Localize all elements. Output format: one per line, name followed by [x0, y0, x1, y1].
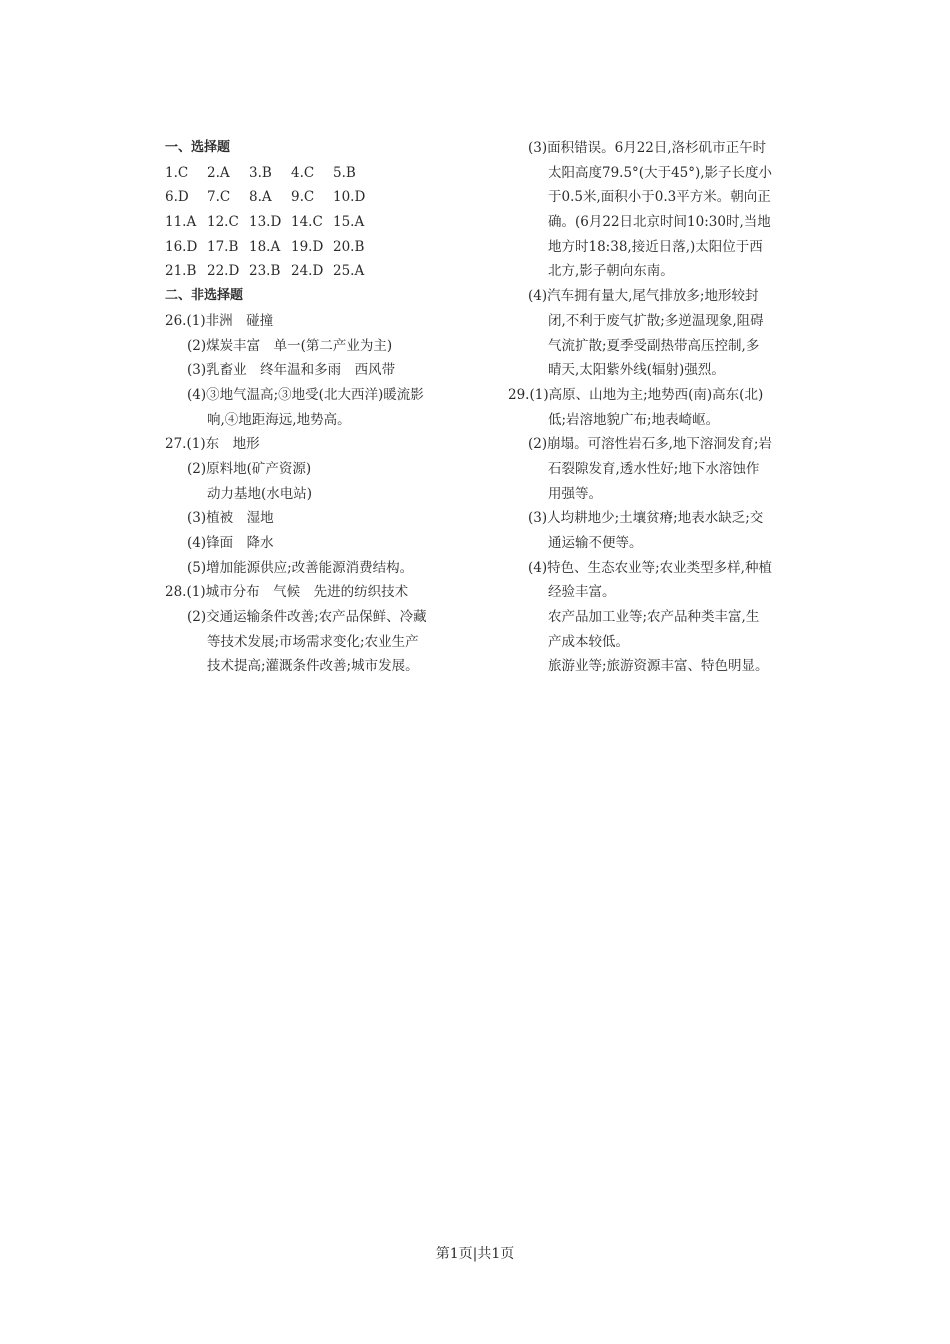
answer-line: 北方,影子朝向东南。	[548, 263, 674, 280]
answer-line: 确。(6月22日北京时间10:30时,当地	[548, 214, 771, 231]
answer-line: 经验丰富。	[548, 584, 616, 601]
answer-line: (3)人均耕地少;土壤贫瘠;地表水缺乏;交	[528, 510, 764, 527]
choice-answer: 4.C	[291, 164, 315, 181]
answer-line: 27.(1)东 地形	[165, 436, 260, 453]
choice-row	[165, 161, 465, 186]
answer-line: (4)锋面 降水	[187, 535, 274, 551]
left-column	[165, 136, 465, 679]
answer-line: 低;岩溶地貌广布;地表崎岖。	[548, 411, 720, 428]
choice-answer: 11.A	[165, 214, 197, 231]
answer-line: 地方时18:38,接近日落,)太阳位于西	[548, 238, 763, 255]
choice-answer: 9.C	[291, 189, 315, 206]
section-heading-nonchoice: 二、非选择题	[165, 288, 244, 304]
choice-answer: 10.D	[333, 189, 366, 206]
choice-answer: 1.C	[165, 164, 189, 181]
choice-answer: 23.B	[249, 263, 281, 280]
answer-line: 于0.5米,面积小于0.3平方米。朝向正	[548, 189, 771, 206]
answer-line: (4)③地气温高;③地受(北大西洋)暖流影	[187, 386, 424, 403]
answer-line: 产成本较低。	[548, 633, 629, 650]
choice-answer: 19.D	[291, 238, 324, 255]
answer-line: 用强等。	[548, 485, 602, 502]
answer-line: 通运输不便等。	[548, 535, 643, 551]
answer-line: 石裂隙发育,透水性好;地下水溶蚀作	[548, 460, 760, 477]
choice-answer: 15.A	[333, 214, 365, 231]
answer-line: (4)汽车拥有量大,尾气排放多;地形较封	[528, 288, 759, 305]
choice-answers	[165, 161, 465, 284]
choice-row	[165, 235, 465, 260]
choice-row	[165, 210, 465, 235]
section-heading-choice: 一、选择题	[165, 140, 231, 155]
answer-line: (3)面积错误。6月22日,洛杉矶市正午时	[528, 140, 767, 156]
choice-answer: 20.B	[333, 238, 365, 255]
answer-line: 等技术发展;市场需求变化;农业生产	[207, 633, 419, 650]
choice-answer: 6.D	[165, 189, 189, 206]
choice-answer: 13.D	[249, 214, 282, 231]
choice-answer: 24.D	[291, 263, 324, 280]
answer-line: 农产品加工业等;农产品种类丰富,生	[548, 609, 760, 626]
answer-line: 晴天,太阳紫外线(辐射)强烈。	[548, 362, 725, 379]
answer-line: 动力基地(水电站)	[207, 485, 313, 502]
choice-answer: 14.C	[291, 214, 323, 231]
choice-answer: 25.A	[333, 263, 365, 280]
choice-row	[165, 259, 465, 284]
choice-answer: 7.C	[207, 189, 231, 206]
choice-row	[165, 185, 465, 210]
choice-answer: 22.D	[207, 263, 240, 280]
answer-line: (2)煤炭丰富 单一(第二产业为主)	[187, 337, 393, 354]
answer-line: (5)增加能源供应;改善能源消费结构。	[187, 559, 414, 576]
answer-line: 旅游业等;旅游资源丰富、特色明显。	[548, 658, 769, 675]
answer-line: (2)交通运输条件改善;农产品保鲜、冷藏	[187, 609, 427, 626]
choice-answer: 16.D	[165, 238, 198, 255]
answer-line: 29.(1)高原、山地为主;地势西(南)高东(北)	[508, 386, 764, 403]
right-column	[508, 136, 798, 679]
answer-line: 闭,不利于废气扩散;多逆温现象,阻碍	[548, 312, 764, 329]
answer-line: 气流扩散;夏季受副热带高压控制,多	[548, 337, 760, 354]
answer-line: 技术提高;灌溉条件改善;城市发展。	[207, 658, 419, 675]
answer-line: (4)特色、生态农业等;农业类型多样,种植	[528, 559, 772, 576]
choice-answer: 12.C	[207, 214, 239, 231]
answer-line: 26.(1)非洲 碰撞	[165, 312, 274, 329]
answer-line: (3)植被 湿地	[187, 510, 274, 527]
choice-answer: 21.B	[165, 263, 197, 280]
answer-line: (2)崩塌。可溶性岩石多,地下溶洞发育;岩	[528, 436, 772, 453]
nonchoice-answers-left	[165, 309, 465, 679]
page-footer: 第1页|共1页	[435, 1246, 515, 1262]
choice-answer: 3.B	[249, 164, 272, 181]
answer-line: (3)乳畜业 终年温和多雨 西风带	[187, 362, 396, 379]
answer-line: 28.(1)城市分布 气候 先进的纺织技术	[165, 584, 409, 601]
answer-line: 响,④地距海远,地势高。	[207, 411, 351, 428]
answer-line: 太阳高度79.5°(大于45°),影子长度小	[548, 164, 773, 181]
nonchoice-answers-right	[508, 136, 798, 679]
choice-answer: 5.B	[333, 164, 356, 181]
answer-line: (2)原料地(矿产资源)	[187, 460, 312, 477]
choice-answer: 18.A	[249, 238, 281, 255]
choice-answer: 8.A	[249, 189, 272, 206]
choice-answer: 2.A	[207, 164, 230, 181]
choice-answer: 17.B	[207, 238, 239, 255]
